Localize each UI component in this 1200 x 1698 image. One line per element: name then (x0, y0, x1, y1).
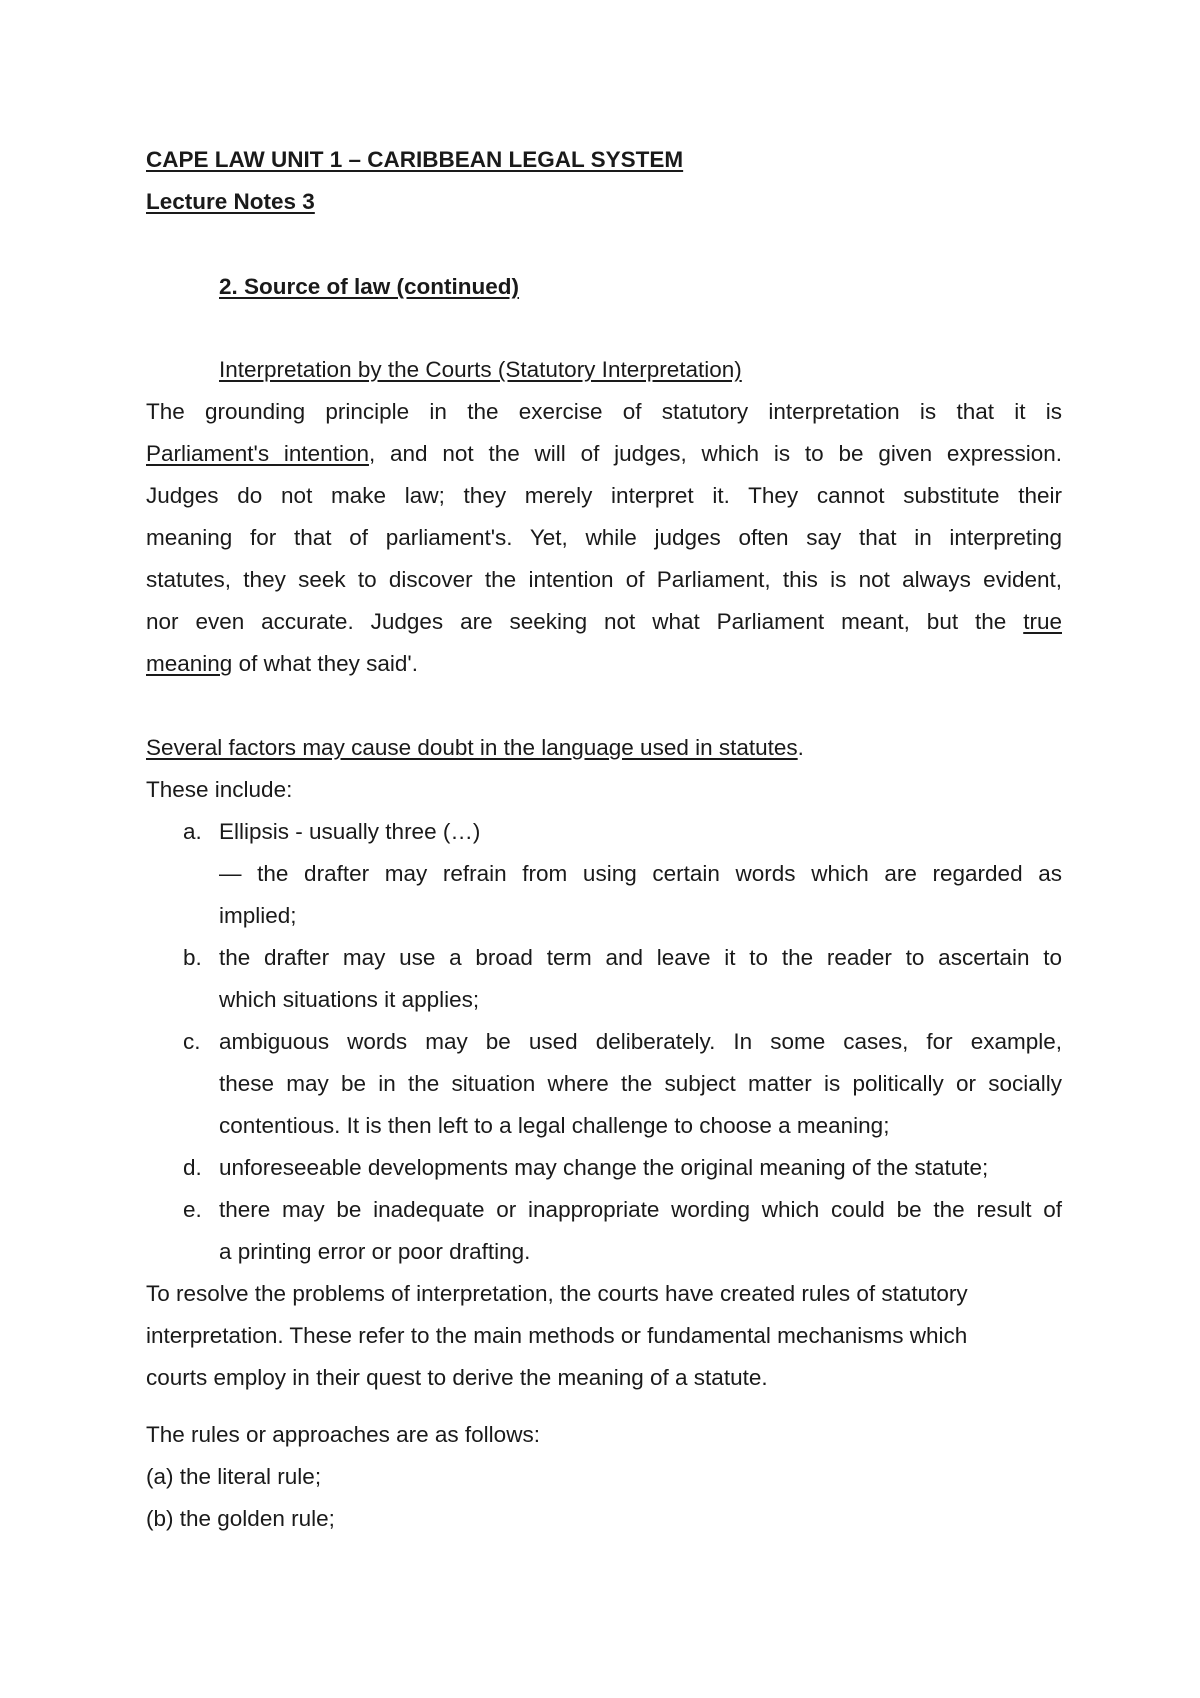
intro-text: of what they said'. (232, 651, 418, 676)
factors-heading (146, 734, 804, 762)
list-marker: d. (183, 1155, 202, 1180)
rules-lead: The rules or approaches are as follows: (146, 1422, 540, 1447)
factors-heading-end: . (797, 735, 804, 760)
factors-lead: These include: (146, 777, 293, 802)
list-item-line: — the drafter may refrain from using certain words which are regarded as (219, 861, 1062, 886)
resolve-line: interpretation. These refer to the main methods or fundamental mechanisms which (146, 1323, 968, 1348)
list-item (219, 944, 1062, 1014)
intro-line (146, 440, 1062, 468)
list-item-line: which situations it applies; (219, 987, 480, 1012)
document-subtitle: Lecture Notes 3 (146, 189, 315, 214)
list-item-line: there may be inadequate or inappropriate wording which could be the result of (219, 1197, 1062, 1222)
list-marker: b. (183, 945, 202, 970)
resolve-line: To resolve the problems of interpretation, the courts have created rules of statutory (146, 1281, 968, 1306)
list-marker: a. (183, 819, 202, 844)
document-title: CAPE LAW UNIT 1 – CARIBBEAN LEGAL SYSTEM (146, 147, 684, 172)
rule-item: (b) the golden rule; (146, 1506, 335, 1531)
intro-line: meaning for that of parliament's. Yet, while judges often say that in interpreting (146, 525, 1062, 550)
list-item (219, 1028, 1062, 1140)
list-item-line: the drafter may use a broad term and leave it to the reader to ascertain to (219, 945, 1062, 970)
rule-item: (a) the literal rule; (146, 1464, 322, 1489)
parliament-intention-phrase: Parliament's intention (146, 441, 369, 466)
intro-line: The grounding principle in the exercise of statutory interpretation is that it is (146, 399, 1062, 424)
section-heading: 2. Source of law (continued) (219, 274, 520, 299)
list-item (219, 1196, 1062, 1266)
true-phrase: true (1023, 609, 1062, 634)
intro-text: , and not the will of judges, which is to be given expression. (368, 441, 1062, 466)
intro-line (146, 650, 418, 678)
intro-line: Judges do not make law; they merely interpret it. They cannot substitute their (146, 483, 1062, 508)
list-marker: c. (183, 1029, 201, 1054)
intro-text: nor even accurate. Judges are seeking not what Parliament meant, but the (146, 609, 1024, 634)
list-item-line: ambiguous words may be used deliberately. In some cases, for example, (219, 1029, 1062, 1054)
intro-line: statutes, they seek to discover the intention of Parliament, this is not always evident, (146, 567, 1062, 592)
list-marker: e. (183, 1197, 202, 1222)
intro-line (146, 608, 1062, 636)
factors-heading-text: Several factors may cause doubt in the language used in statutes (146, 735, 798, 760)
list-item-line: implied; (219, 903, 297, 928)
list-item-line: a printing error or poor drafting. (219, 1239, 531, 1264)
list-item-line: Ellipsis - usually three (…) (219, 819, 481, 844)
section-subheading: Interpretation by the Courts (Statutory Interpretation) (219, 357, 742, 382)
meaning-phrase: meaning (146, 651, 233, 676)
list-item-line: contentious. It is then left to a legal challenge to choose a meaning; (219, 1113, 890, 1138)
resolve-line: courts employ in their quest to derive the meaning of a statute. (146, 1365, 768, 1390)
list-item (219, 1154, 1062, 1182)
list-item (219, 818, 1062, 930)
list-item-line: unforeseeable developments may change the original meaning of the statute; (219, 1155, 989, 1180)
list-item-line: these may be in the situation where the subject matter is politically or socially (219, 1071, 1062, 1096)
